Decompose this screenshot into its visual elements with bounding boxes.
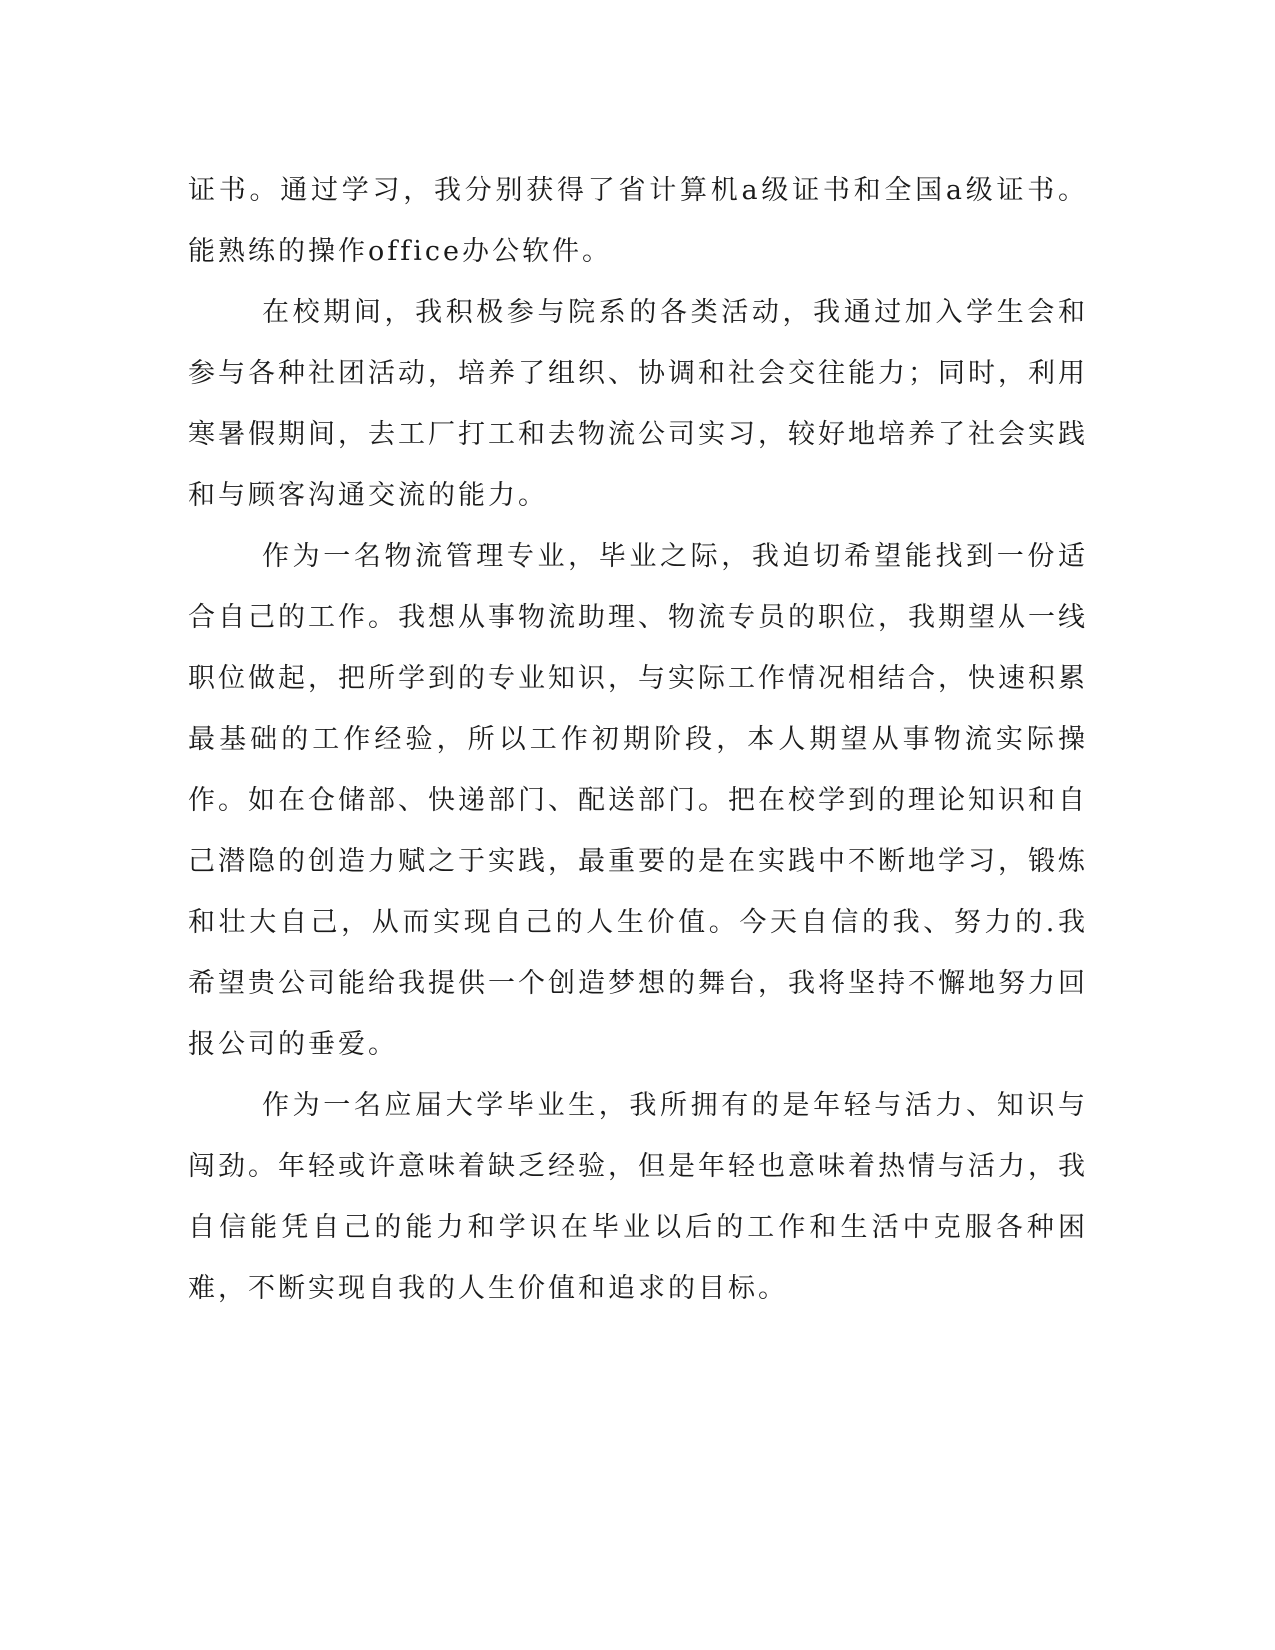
paragraph-campus-activities: 在校期间，我积极参与院系的各类活动，我通过加入学生会和参与各种社团活动，培养了组织、协调和社会交往能力；同时，利用寒暑假期间，去工厂打工和去物流公司实习，较好地培养了社会实践和与顾客沟通交流的能力。 [188,297,1088,511]
paragraph-certificates: 证书。通过学习，我分别获得了省计算机a级证书和全国a级证书。能熟练的操作office办公软件。 [188,175,1088,267]
document-body [188,160,1088,1319]
paragraph-career-goals: 作为一名物流管理专业，毕业之际，我迫切希望能找到一份适合自己的工作。我想从事物流助理、物流专员的职位，我期望从一线职位做起，把所学到的专业知识，与实际工作情况相结合，快速积累最基础的工作经验，所以工作初期阶段，本人期望从事物流实际操作。如在仓储部、快递部门、配送部门。把在校学到的理论知识和自己潜隐的创造力赋之于实践，最重要的是在实践中不断地学习，锻炼和壮大自己，从而实现自己的人生价值。今天自信的我、努力的.我希望贵公司能给我提供一个创造梦想的舞台，我将坚持不懈地努力回报公司的垂爱。 [188,541,1088,1060]
paragraph-closing: 作为一名应届大学毕业生，我所拥有的是年轻与活力、知识与闯劲。年轻或许意味着缺乏经验，但是年轻也意味着热情与活力，我自信能凭自己的能力和学识在毕业以后的工作和生活中克服各种困难，不断实现自我的人生价值和追求的目标。 [188,1090,1088,1304]
